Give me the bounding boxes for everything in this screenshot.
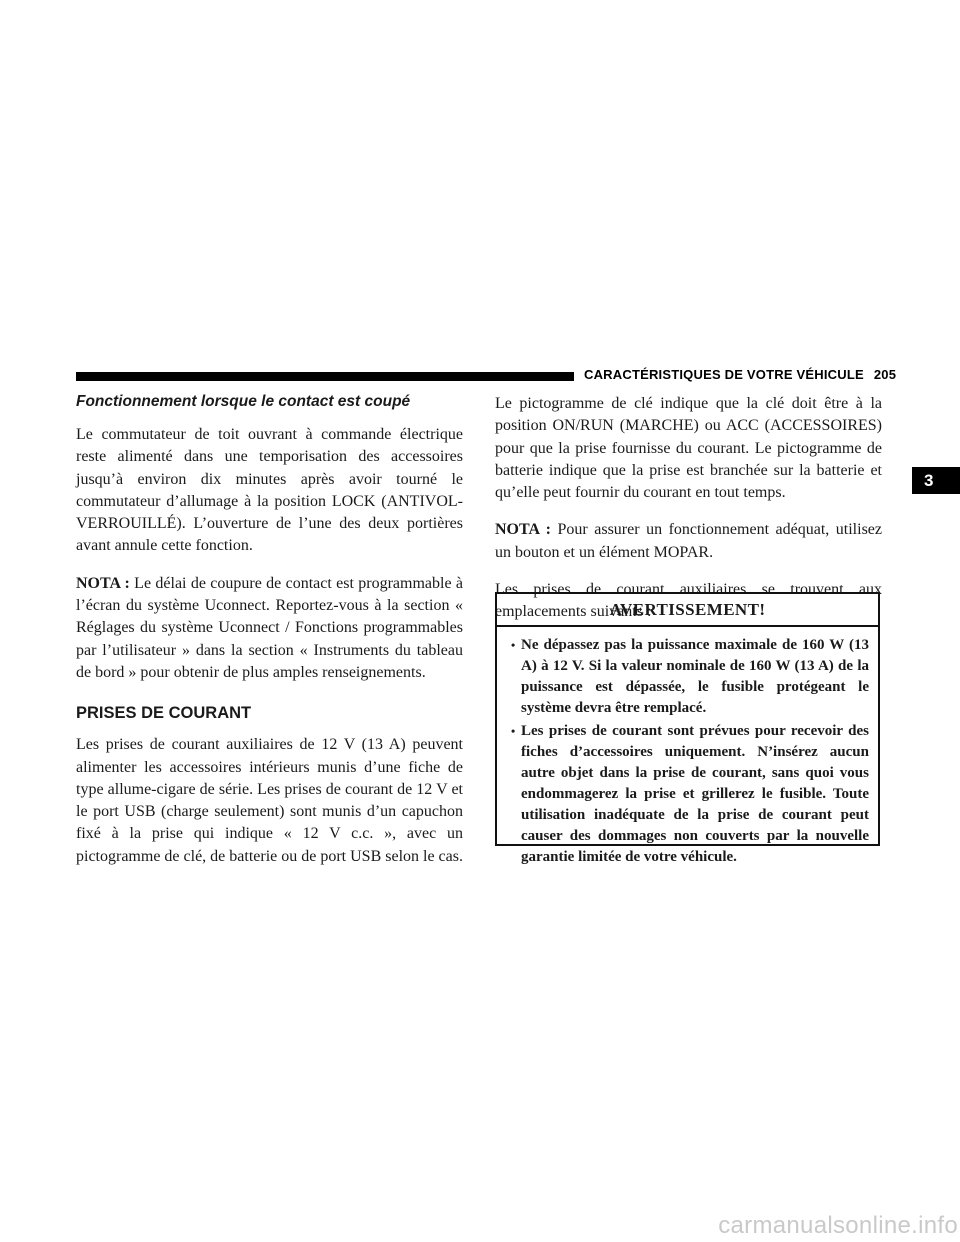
warning-text: Les prises de courant sont prévues pour recevoir des fiches d’accessoires uniquement. N’insérez aucun autre objet dans la prise de courant, sans quoi vous endommagerez la prise et grillerez le fusible. Toute utilisation inadéquate de la prise de courant peut causer des dommages non couverts par la nouvelle garantie limitée de votre véhicule.	[521, 723, 869, 865]
warning-item	[511, 721, 869, 868]
bullet-icon: •	[511, 724, 516, 738]
header-rule	[76, 372, 574, 381]
warning-text: Ne dépassez pas la puissance maximale de 160 W (13 A) à 12 V. Si la valeur nominale de 160 W (13 A) de la puissance est dépassée, le fusible protégeant le système devra être remplacé.	[521, 637, 869, 716]
paragraph-pictogram: Le pictogramme de clé indique que la clé doit être à la position ON/RUN (MARCHE) ou ACC (ACCESSOIRES) pour que la prise fournisse du courant. Le pictogramme de batterie indique que la prise est branchée sur la batterie et qu’elle peut fournir du courant en tout temps.	[495, 395, 882, 502]
warning-box	[495, 592, 880, 865]
paragraph-sunroof: Le commutateur de toit ouvrant à commande électrique reste alimenté dans une temporisation des accessoires jusqu’à environ dix minutes après avoir tourné le commutateur d’allumage à la position LOCK (ANTIVOL-VERROUILLÉ). L’ouverture de l’une des deux portières avant annule cette fonction.	[76, 426, 463, 555]
section-heading: PRISES DE COURANT	[76, 704, 252, 723]
subheading: Fonctionnement lorsque le contact est coupé	[76, 393, 411, 410]
note-label: NOTA :	[495, 521, 551, 539]
note-paragraph	[76, 573, 463, 684]
note-label: NOTA :	[76, 574, 130, 592]
paragraph-outlets: Les prises de courant auxiliaires de 12 V (13 A) peuvent alimenter les accessoires intérieurs munis d’une fiche de type allume-cigare de série. Les prises de courant de 12 V et le port USB (charge seulement) sont munis d’un capuchon fixé à la prise qui indique « 12 V c.c. », avec un pictogramme de clé, de batterie ou de port USB selon le cas.	[76, 736, 463, 865]
warning-item	[511, 635, 869, 719]
paragraph-locations: Les prises de courant auxiliaires se trouvent aux emplacements suivants :	[495, 581, 882, 621]
watermark	[0, 1212, 960, 1240]
note-text: Le délai de coupure de contact est programmable à l’écran du système Uconnect. Reportez-vous à la section « Réglages du système Uconnect / Fonctions programmables par l’utilisateur » dans la section « Instruments du tableau de bord » pour obtenir de plus amples renseignements.	[76, 574, 463, 681]
page-number: 205	[873, 367, 897, 382]
bullet-icon: •	[511, 638, 516, 652]
section-title: CARACTÉRISTIQUES DE VOTRE VÉHICULE	[584, 367, 864, 382]
note-paragraph	[495, 519, 882, 564]
running-header	[584, 367, 896, 382]
note-text: Pour assurer un fonctionnement adéquat, utilisez un bouton et un élément MOPAR.	[495, 521, 882, 561]
warning-title: AVERTISSEMENT!	[497, 594, 878, 627]
left-column	[76, 392, 463, 883]
chapter-tab: 3	[912, 467, 960, 494]
warning-list	[511, 635, 869, 868]
watermark-text: carmanualsonline.info	[718, 1212, 958, 1239]
